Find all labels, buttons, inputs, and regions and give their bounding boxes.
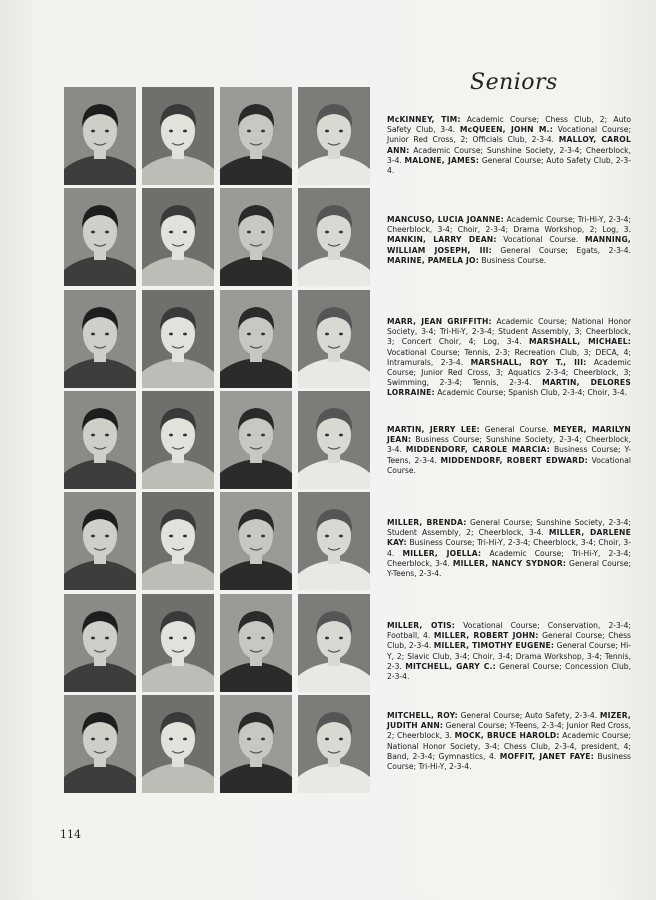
- student-portrait: [142, 391, 214, 489]
- student-portrait: [142, 695, 214, 793]
- student-portrait: [298, 492, 370, 590]
- student-activities: Vocational Course; Tennis, 2-3; Recreation Club, 3; DECA, 4; Intramurals, 2-3-4.: [387, 347, 631, 367]
- student-name: MARSHALL, ROY T., III:: [470, 357, 587, 367]
- student-portrait: [142, 188, 214, 286]
- student-name: MANCUSO, LUCIA JOANNE:: [387, 215, 504, 224]
- student-portrait: [298, 695, 370, 793]
- student-entries-paragraph: [387, 317, 631, 399]
- student-activities: Vocational Course; Junior Red Cross, 2; Officials Club, 2-3-4.: [387, 125, 631, 145]
- student-portrait: [220, 87, 292, 185]
- student-name: MIZER, JUDITH ANN:: [387, 711, 632, 731]
- student-name: MALLOY, CAROL ANN:: [387, 135, 631, 155]
- student-activities: Business Course; Sunshine Society, 2-3-4; Cheerblock, 3-4.: [387, 435, 631, 455]
- student-entries-paragraph: [387, 518, 631, 579]
- student-activities: Academic Course; Spanish Club, 2-3-4; Choir, 3-4.: [434, 388, 628, 398]
- student-activities: General Course; Y-Teens, 2-3-4.: [387, 558, 631, 579]
- student-activities: General Course; Chess Club, 2-3-4.: [387, 631, 632, 651]
- student-name: MILLER, NANCY SYDNOR:: [452, 558, 567, 568]
- student-name: MANNING, WILLIAM JOSEPH, III:: [387, 235, 631, 255]
- student-portrait: [298, 391, 370, 489]
- student-portrait: [142, 594, 214, 692]
- student-name: MEYER, MARILYN JEAN:: [387, 425, 631, 445]
- student-activities: Academic Course; Chess Club, 2; Auto Safety Club, 3-4.: [387, 115, 631, 135]
- student-name: McKINNEY, TIM:: [387, 115, 461, 124]
- student-name: McQUEEN, JOHN M.:: [459, 125, 554, 135]
- portrait-row: [64, 594, 370, 692]
- student-portrait: [220, 391, 292, 489]
- student-portrait: [298, 188, 370, 286]
- student-entries-paragraph: [387, 711, 631, 772]
- student-activities: Academic Course; National Honor Society, 3-4; Tri-Hi-Y, 2-3-4; Student Assembly, 3; Cheerblock, 3; Concert Choir, 4; Log, 3-4.: [387, 317, 631, 347]
- student-portrait: [220, 594, 292, 692]
- student-entries-paragraph: [387, 115, 631, 176]
- student-portrait: [220, 188, 292, 286]
- student-activities: Business Course; Y-Teens, 2-3-4.: [387, 445, 631, 465]
- student-activities: General Course; Auto Safety Club, 2-3-4.: [387, 155, 631, 176]
- student-portrait: [64, 695, 136, 793]
- student-portrait: [220, 290, 292, 388]
- student-portrait: [142, 290, 214, 388]
- student-activities: Vocational Course; Conservation, 2-3-4; Football, 4.: [387, 621, 631, 641]
- portrait-row: [64, 391, 370, 489]
- student-activities: Academic Course; Sunshine Society, 2-3-4; Cheerblock, 3-4.: [387, 145, 631, 165]
- student-activities: Business Course.: [478, 255, 547, 265]
- student-activities: Academic Course; National Honor Society, 3-4; Chess Club, 2-3-4, president, 4; Band, 2-3-4; Gymnastics, 4.: [387, 731, 631, 761]
- student-entries-paragraph: [387, 215, 631, 266]
- portrait-row: [64, 290, 370, 388]
- student-name: MANKIN, LARRY DEAN:: [387, 235, 497, 245]
- student-activities: General Course; Concession Club, 2-3-4.: [387, 661, 631, 682]
- student-activities: General Course; Egats, 2-3-4.: [491, 245, 631, 255]
- student-activities: General Course; Sunshine Society, 2-3-4; Student Assembly, 2; Cheerblock, 3-4.: [387, 518, 631, 538]
- student-portrait: [64, 87, 136, 185]
- student-name: MARINE, PAMELA JO:: [387, 255, 479, 265]
- student-portrait: [64, 492, 136, 590]
- student-portrait: [142, 87, 214, 185]
- student-name: MITCHELL, ROY:: [387, 711, 458, 720]
- student-portrait: [298, 87, 370, 185]
- student-activities: Academic Course; Tri-Hi-Y, 2-3-4; Cheerblock, 3-4; Choir, 2-3-4; Drama Workshop, 2; Log, 3.: [387, 215, 631, 235]
- student-name: MOCK, BRUCE HAROLD:: [454, 731, 560, 741]
- student-portrait: [142, 492, 214, 590]
- student-portrait: [298, 594, 370, 692]
- student-name: MIDDENDORF, ROBERT EDWARD:: [440, 455, 588, 465]
- student-portrait: [220, 492, 292, 590]
- student-activities: General Course; Auto Safety, 2-3-4.: [457, 711, 600, 720]
- student-portrait: [64, 188, 136, 286]
- student-activities: General Course; Y-Teens, 2-3-4; Junior Red Cross, 2; Cheerblock, 3.: [387, 721, 632, 741]
- student-name: MILLER, OTIS:: [387, 621, 456, 630]
- student-activities: Business Course; Tri-Hi-Y, 2-3-4.: [387, 751, 631, 772]
- student-portrait: [64, 391, 136, 489]
- student-name: MARR, JEAN GRIFFITH:: [387, 317, 492, 326]
- student-name: MILLER, TIMOTHY EUGENE:: [433, 641, 555, 651]
- portrait-row: [64, 492, 370, 590]
- student-name: MARTIN, DELORES LORRAINE:: [387, 378, 631, 398]
- student-activities: Vocational Course.: [496, 235, 585, 245]
- student-name: MILLER, JOELLA:: [402, 548, 482, 558]
- page-number: 114: [60, 828, 81, 841]
- student-activities: General Course; Hi-Y, 2; Slavic Club, 3-4; Choir, 3-4; Drama Workshop, 3-4; Tennis, 2-3.: [387, 641, 631, 671]
- student-name: MITCHELL, GARY C.:: [405, 661, 496, 671]
- student-activities: Academic Course; Junior Red Cross, 3; Aquatics 2-3-4; Cheerblock, 3; Swimming, 2-3-4; Tennis, 2-3-4.: [387, 357, 631, 388]
- student-name: MOFFIT, JANET FAYE:: [499, 751, 594, 761]
- student-entries-paragraph: [387, 621, 631, 682]
- student-entries-paragraph: [387, 425, 631, 476]
- portrait-row: [64, 695, 370, 793]
- student-name: MILLER, BRENDA:: [387, 518, 467, 527]
- student-activities: Business Course; Tri-Hi-Y, 2-3-4; Cheerblock, 3-4; Choir, 3-4.: [387, 538, 631, 558]
- student-name: MARSHALL, MICHAEL:: [528, 337, 631, 347]
- section-title: Seniors: [470, 70, 558, 95]
- student-portrait: [220, 695, 292, 793]
- student-name: MALONE, JAMES:: [404, 155, 480, 165]
- student-activities: Vocational Course.: [387, 455, 631, 475]
- student-portrait: [298, 290, 370, 388]
- student-activities: Academic Course; Tri-Hi-Y, 2-3-4; Cheerblock, 3-4.: [387, 548, 631, 568]
- student-name: MILLER, ROBERT JOHN:: [433, 631, 539, 641]
- portrait-row: [64, 188, 370, 286]
- student-name: MILLER, DARLENE KAY:: [387, 528, 631, 548]
- student-name: MIDDENDORF, CAROLE MARCIA:: [405, 445, 550, 455]
- student-portrait: [64, 290, 136, 388]
- student-name: MARTIN, JERRY LEE:: [387, 425, 480, 434]
- student-portrait: [64, 594, 136, 692]
- student-activities: General Course.: [479, 425, 554, 434]
- portrait-row: [64, 87, 370, 185]
